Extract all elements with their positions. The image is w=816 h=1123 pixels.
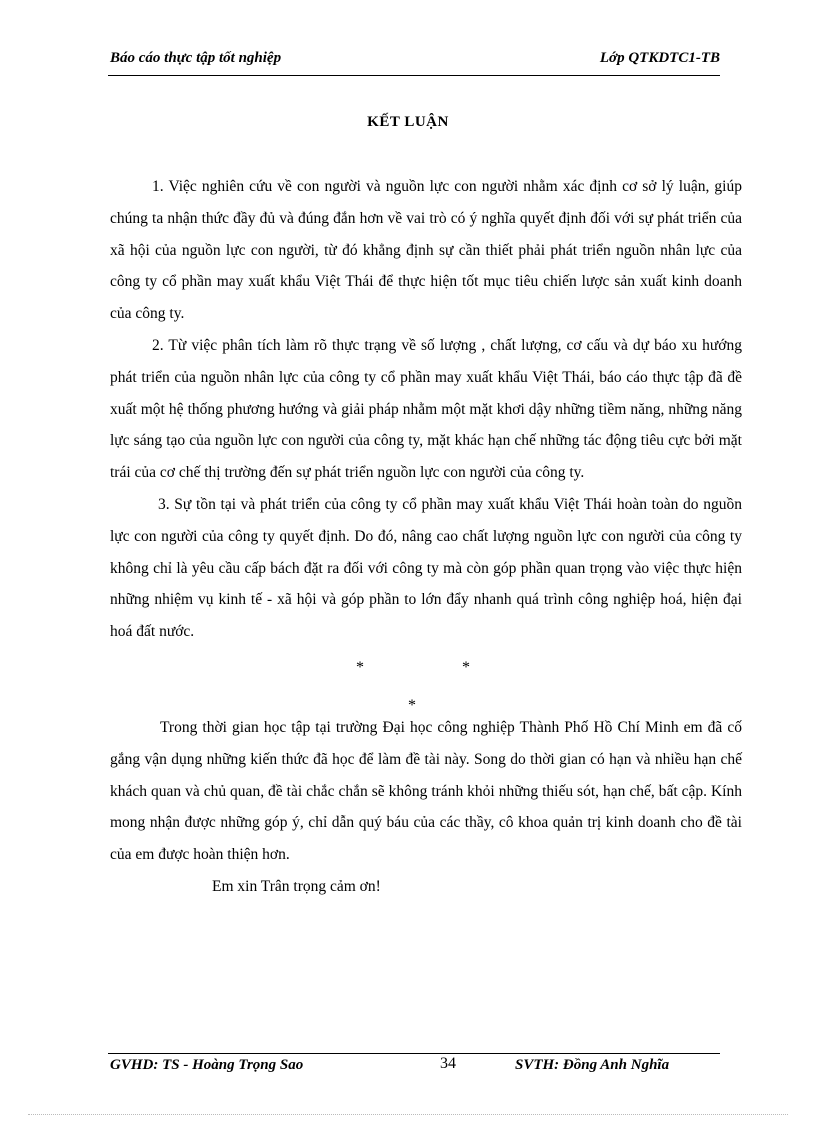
closing-thanks: Em xin Trân trọng cảm ơn! [212, 877, 381, 895]
header-divider [108, 75, 720, 76]
separator-star-left: * [356, 658, 364, 676]
separator-stars [110, 648, 742, 712]
page-footer [110, 1057, 720, 1081]
conclusion-paragraph-2: 2. Từ việc phân tích làm rõ thực trạng về số lượng , chất lượng, cơ cấu và dự báo xu hướng phát triển của nguồn nhân lực của công ty cổ phần may xuất khẩu Việt Thái, báo cáo thực tập đã đề xuất một hệ thống phương hướng và giải pháp nhằm một mặt khơi dậy những tiềm năng, những năng lực sáng tạo của nguồn lực con người của công ty, mặt khác hạn chế những tác động tiêu cực bởi mặt trái của cơ chế thị trường đến sự phát triển nguồn lực con người của công ty. [110, 336, 742, 482]
page-bottom-border [28, 1114, 788, 1115]
separator-star-right: * [462, 658, 470, 676]
document-body [110, 171, 742, 903]
header-class-name: Lớp QTKDTC1-TB [599, 50, 720, 66]
footer-supervisor: GVHD: TS - Hoàng Trọng Sao [110, 1057, 304, 1073]
conclusion-paragraph-3: 3. Sự tồn tại và phát triển của công ty cổ phần may xuất khẩu Việt Thái hoàn toàn do nguồn lực con người của công ty quyết định. Do đó, nâng cao chất lượng nguồn lực con người của công ty không chỉ là yêu cầu cấp bách đặt ra đối với công ty mà còn góp phần quan trọng vào việc thực hiện những nhiệm vụ kinh tế - xã hội và góp phần to lớn đẩy nhanh quá trình công nghiệp hoá, hiện đại hoá đất nước. [110, 495, 742, 641]
separator-star-center: * [408, 696, 416, 714]
header-report-title: Báo cáo thực tập tốt nghiệp [110, 50, 282, 66]
page-header [110, 50, 720, 74]
footer-student: SVTH: Đồng Anh Nghĩa [515, 1057, 670, 1073]
page-title: KẾT LUẬN [367, 114, 449, 130]
footer-divider [108, 1053, 720, 1054]
acknowledgement-paragraph: Trong thời gian học tập tại trường Đại học công nghiệp Thành Phố Hồ Chí Minh em đã cố gắng vận dụng những kiến thức đã học để làm đề tài này. Song do thời gian có hạn và nhiều hạn chế khách quan và chủ quan, đề tài chắc chắn sẽ không tránh khỏi những thiếu sót, hạn chế, bất cập. Kính mong nhận được những góp ý, chỉ dẫn quý báu của các thầy, cô khoa quản trị kinh doanh cho đề tài của em được hoàn thiện hơn. [110, 718, 742, 864]
conclusion-paragraph-1: 1. Việc nghiên cứu về con người và nguồn lực con người nhằm xác định cơ sở lý luận, giúp chúng ta nhận thức đầy đủ và đúng đắn hơn về vai trò có ý nghĩa quyết định đối với sự phát triển của xã hội của nguồn lực con người, từ đó khẳng định sự cần thiết phải phát triển nguồn nhân lực của công ty cổ phần may xuất khẩu Việt Thái để thực hiện tốt mục tiêu chiến lược sản xuất kinh doanh của công ty. [110, 178, 742, 323]
page-number: 34 [440, 1055, 456, 1072]
